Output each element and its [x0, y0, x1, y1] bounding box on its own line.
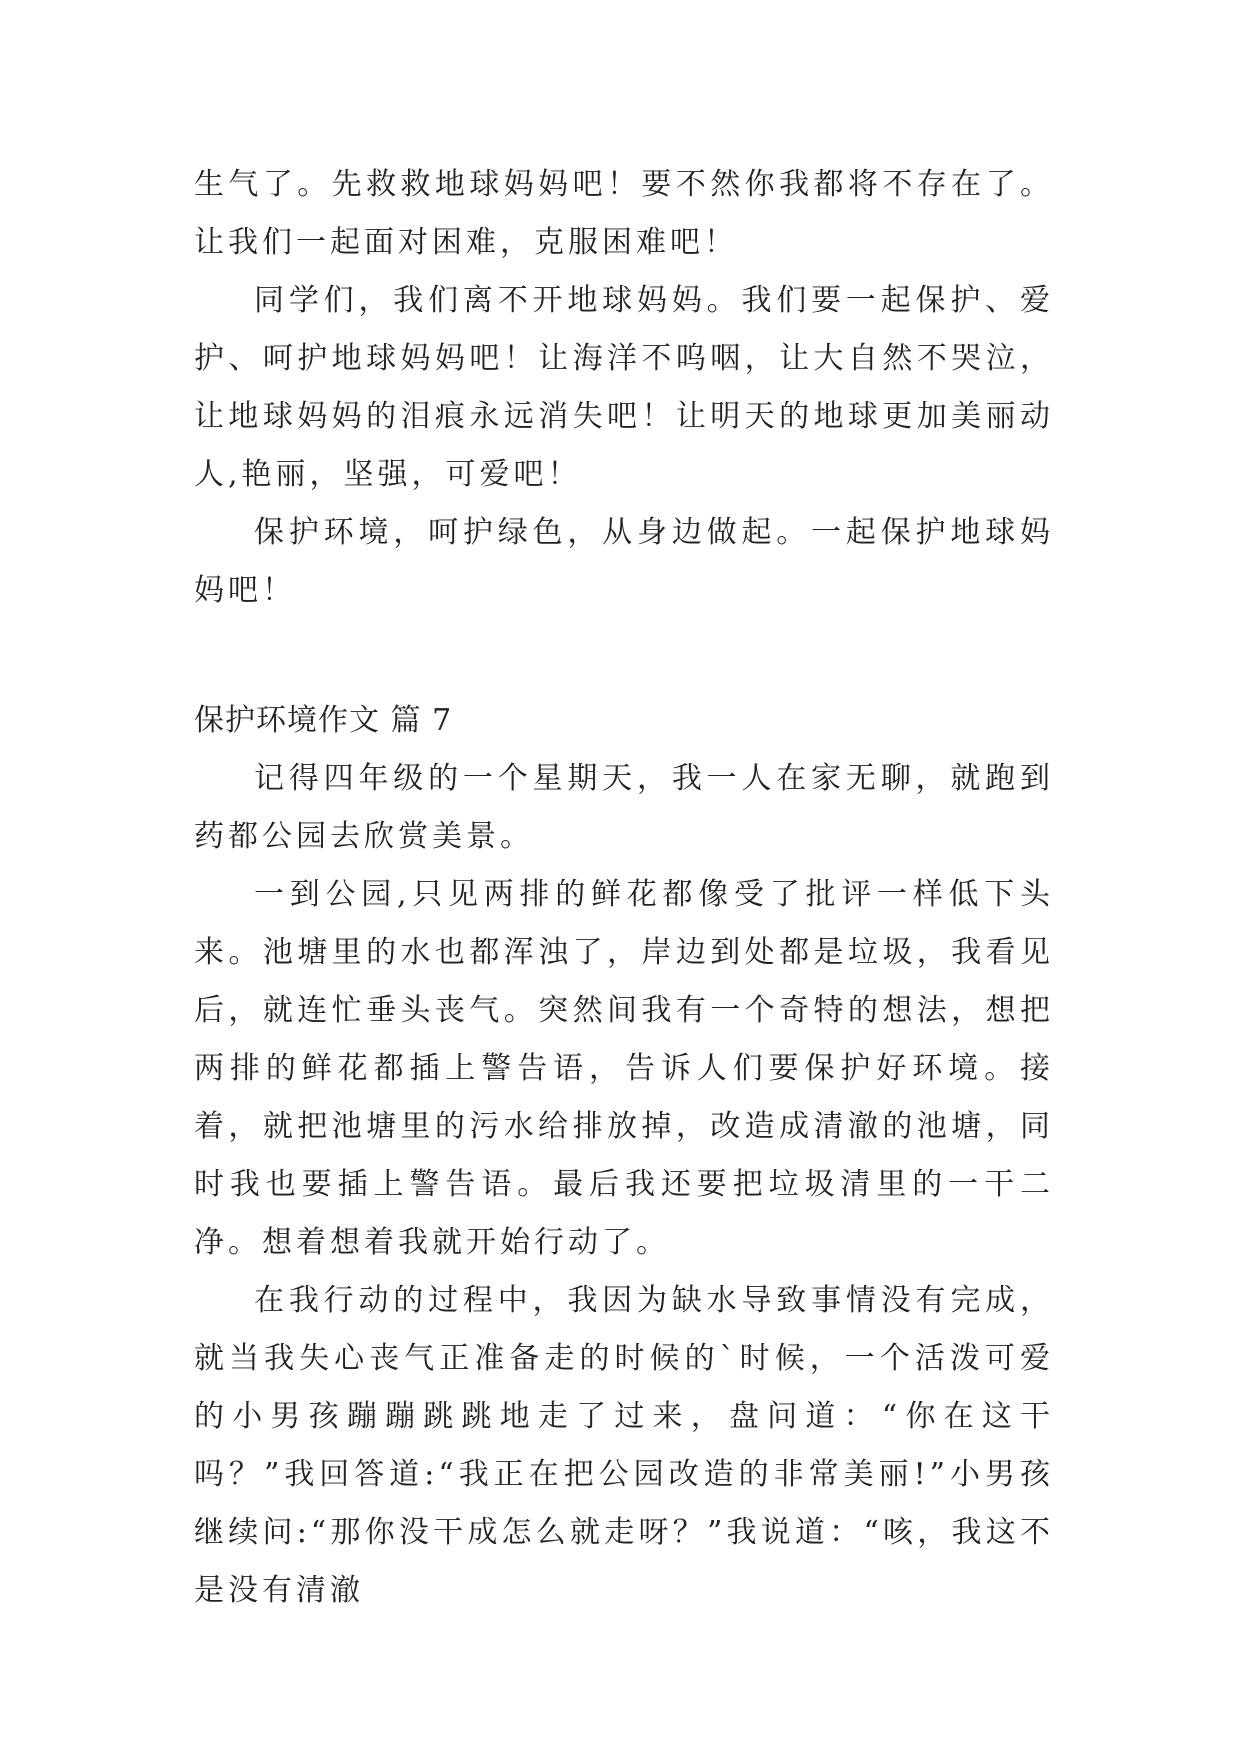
paragraph: 保护环境，呵护绿色，从身边做起。一起保护地球妈妈吧！ [194, 515, 1054, 608]
paragraph: 在我行动的过程中，我因为缺水导致事情没有完成，就当我失心丧气正准备走的时候的`时候，一个活泼可爱的小男孩蹦蹦跳跳地走了过来，盘问道：“你在这干吗？”我回答道:“我正在把公园改造的非常美丽!”小男孩继续问:“那你没干成怎么就走呀？”我说道：“咳，我这不是没有清澈 [194, 1283, 1054, 1608]
paragraph: 同学们，我们离不开地球妈妈。我们要一起保护、爱护、呵护地球妈妈吧！让海洋不呜咽，让大自然不哭泣，让地球妈妈的泪痕永远消失吧！让明天的地球更加美丽动人,艳丽，坚强，可爱吧！ [194, 283, 1054, 492]
paragraph: 一到公园,只见两排的鲜花都像受了批评一样低下头来。池塘里的水也都浑浊了，岸边到处都是垃圾，我看见后，就连忙垂头丧气。突然间我有一个奇特的想法，想把两排的鲜花都插上警告语，告诉人们要保护好环境。接着，就把池塘里的污水给排放掉，改造成清澈的池塘，同时我也要插上警告语。最后我还要把垃圾清里的一干二净。想着想着我就开始行动了。 [194, 877, 1054, 1260]
section-heading: 保护环境作文 篇 7 [194, 703, 453, 738]
section-body [194, 750, 1054, 1620]
paragraph: 生气了。先救救地球妈妈吧！要不然你我都将不存在了。让我们一起面对困难，克服困难吧！ [194, 167, 1054, 260]
previous-section-body [194, 156, 1054, 620]
paragraph: 记得四年级的一个星期天，我一人在家无聊，就跑到药都公园去欣赏美景。 [194, 761, 1054, 854]
